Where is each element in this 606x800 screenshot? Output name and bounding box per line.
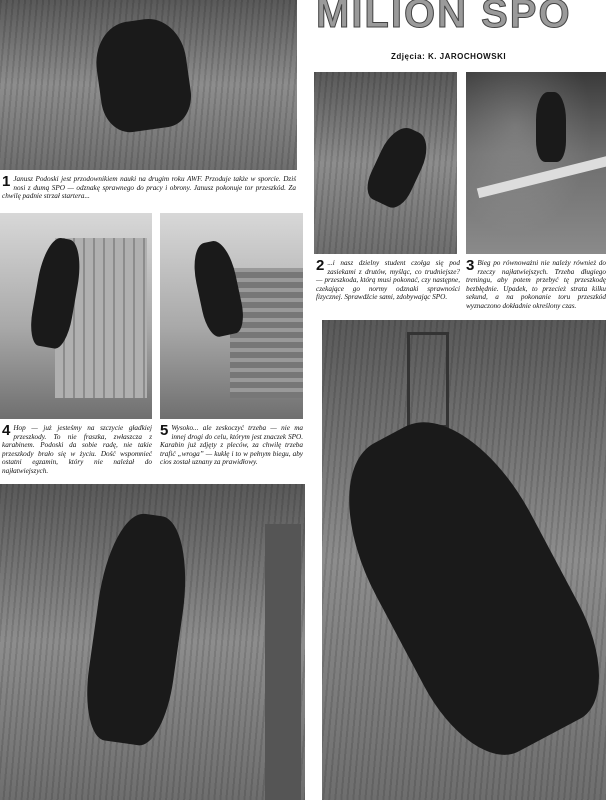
photo-crawl: [314, 72, 457, 254]
photo-jump-down: [160, 213, 303, 419]
photo-landing: [322, 320, 606, 800]
photo-balance-beam: [466, 72, 606, 254]
balance-beam: [477, 156, 606, 198]
caption-5: [160, 424, 303, 467]
athlete-figure: [79, 509, 195, 749]
athlete-figure: [361, 121, 435, 212]
caption-text: Wysoko... ale zeskoczyć trzeba — nie ma innej drogi do celu, którym jest znaczek SPO. Karabin już zdjęty z pleców, za chwilę trzeba trafić „wroga” — kukłę i to w pełnym biegu, aby cios został uznany za prawidłowy.: [160, 424, 303, 467]
caption-text: Hop — już jesteśmy na szczycie gładkiej przeszkody. To nie fraszka, zwłaszcza z karabinem. Podoski da sobie radę, nie takie przeszkody brało się w życiu. Dość wspomnieć ostatni egzamin, który nie należał do najłatwiejszych.: [2, 424, 152, 475]
crossbar: [407, 332, 449, 428]
caption-3: [466, 259, 606, 311]
athlete-figure: [189, 238, 248, 339]
caption-number: 4: [2, 422, 11, 439]
caption-1: [2, 175, 296, 201]
photo-runner-start: [0, 0, 297, 170]
caption-text: Janusz Podoski jest przodownikiem nauki na drugim roku AWF. Prz​oduje także w sporcie. Dziś nosi z dumą SPO — odznakę sprawnego do pracy i obrony. Janusz pokonuje tor przeszkód. Za chwilę padnie strzał startera...: [2, 175, 296, 201]
athlete-figure: [322, 394, 606, 776]
photo-bayonet-run: [0, 484, 305, 800]
caption-text: ...i nasz dzielny student czołga się pod zasiekami z drutów, myśląc, co trudniejsze? — przeszkoda, którą musi pokonać, czy następne, czekające go normy odznaki sprawności fizycznej. Sprawdźcie sami, zdobywając SPO.: [316, 259, 460, 302]
athlete-figure: [536, 92, 566, 162]
photo-credit: Zdjęcia: K. JAROCHOWSKI: [391, 52, 507, 61]
platform: [230, 268, 303, 398]
caption-number: 3: [466, 257, 475, 274]
caption-number: 5: [160, 422, 169, 439]
caption-4: [2, 424, 152, 476]
page-title: MILION SPO: [316, 0, 572, 36]
photo-wall-climb: [0, 213, 152, 419]
caption-2: [316, 259, 460, 302]
athlete-figure: [91, 14, 195, 135]
caption-text: Bieg po równoważni nie należy również do rzeczy najłatwiejszych. Trzeba długiego treningu, aby potem przebyć tę przeszkodę bezbłędnie. Upadek, to przecież strata kilku sekund, a na pokonanie toru przeszkód wyznaczono dokładnie określony czas.: [466, 259, 606, 310]
post: [265, 524, 301, 800]
caption-number: 2: [316, 257, 325, 274]
caption-number: 1: [2, 173, 11, 190]
